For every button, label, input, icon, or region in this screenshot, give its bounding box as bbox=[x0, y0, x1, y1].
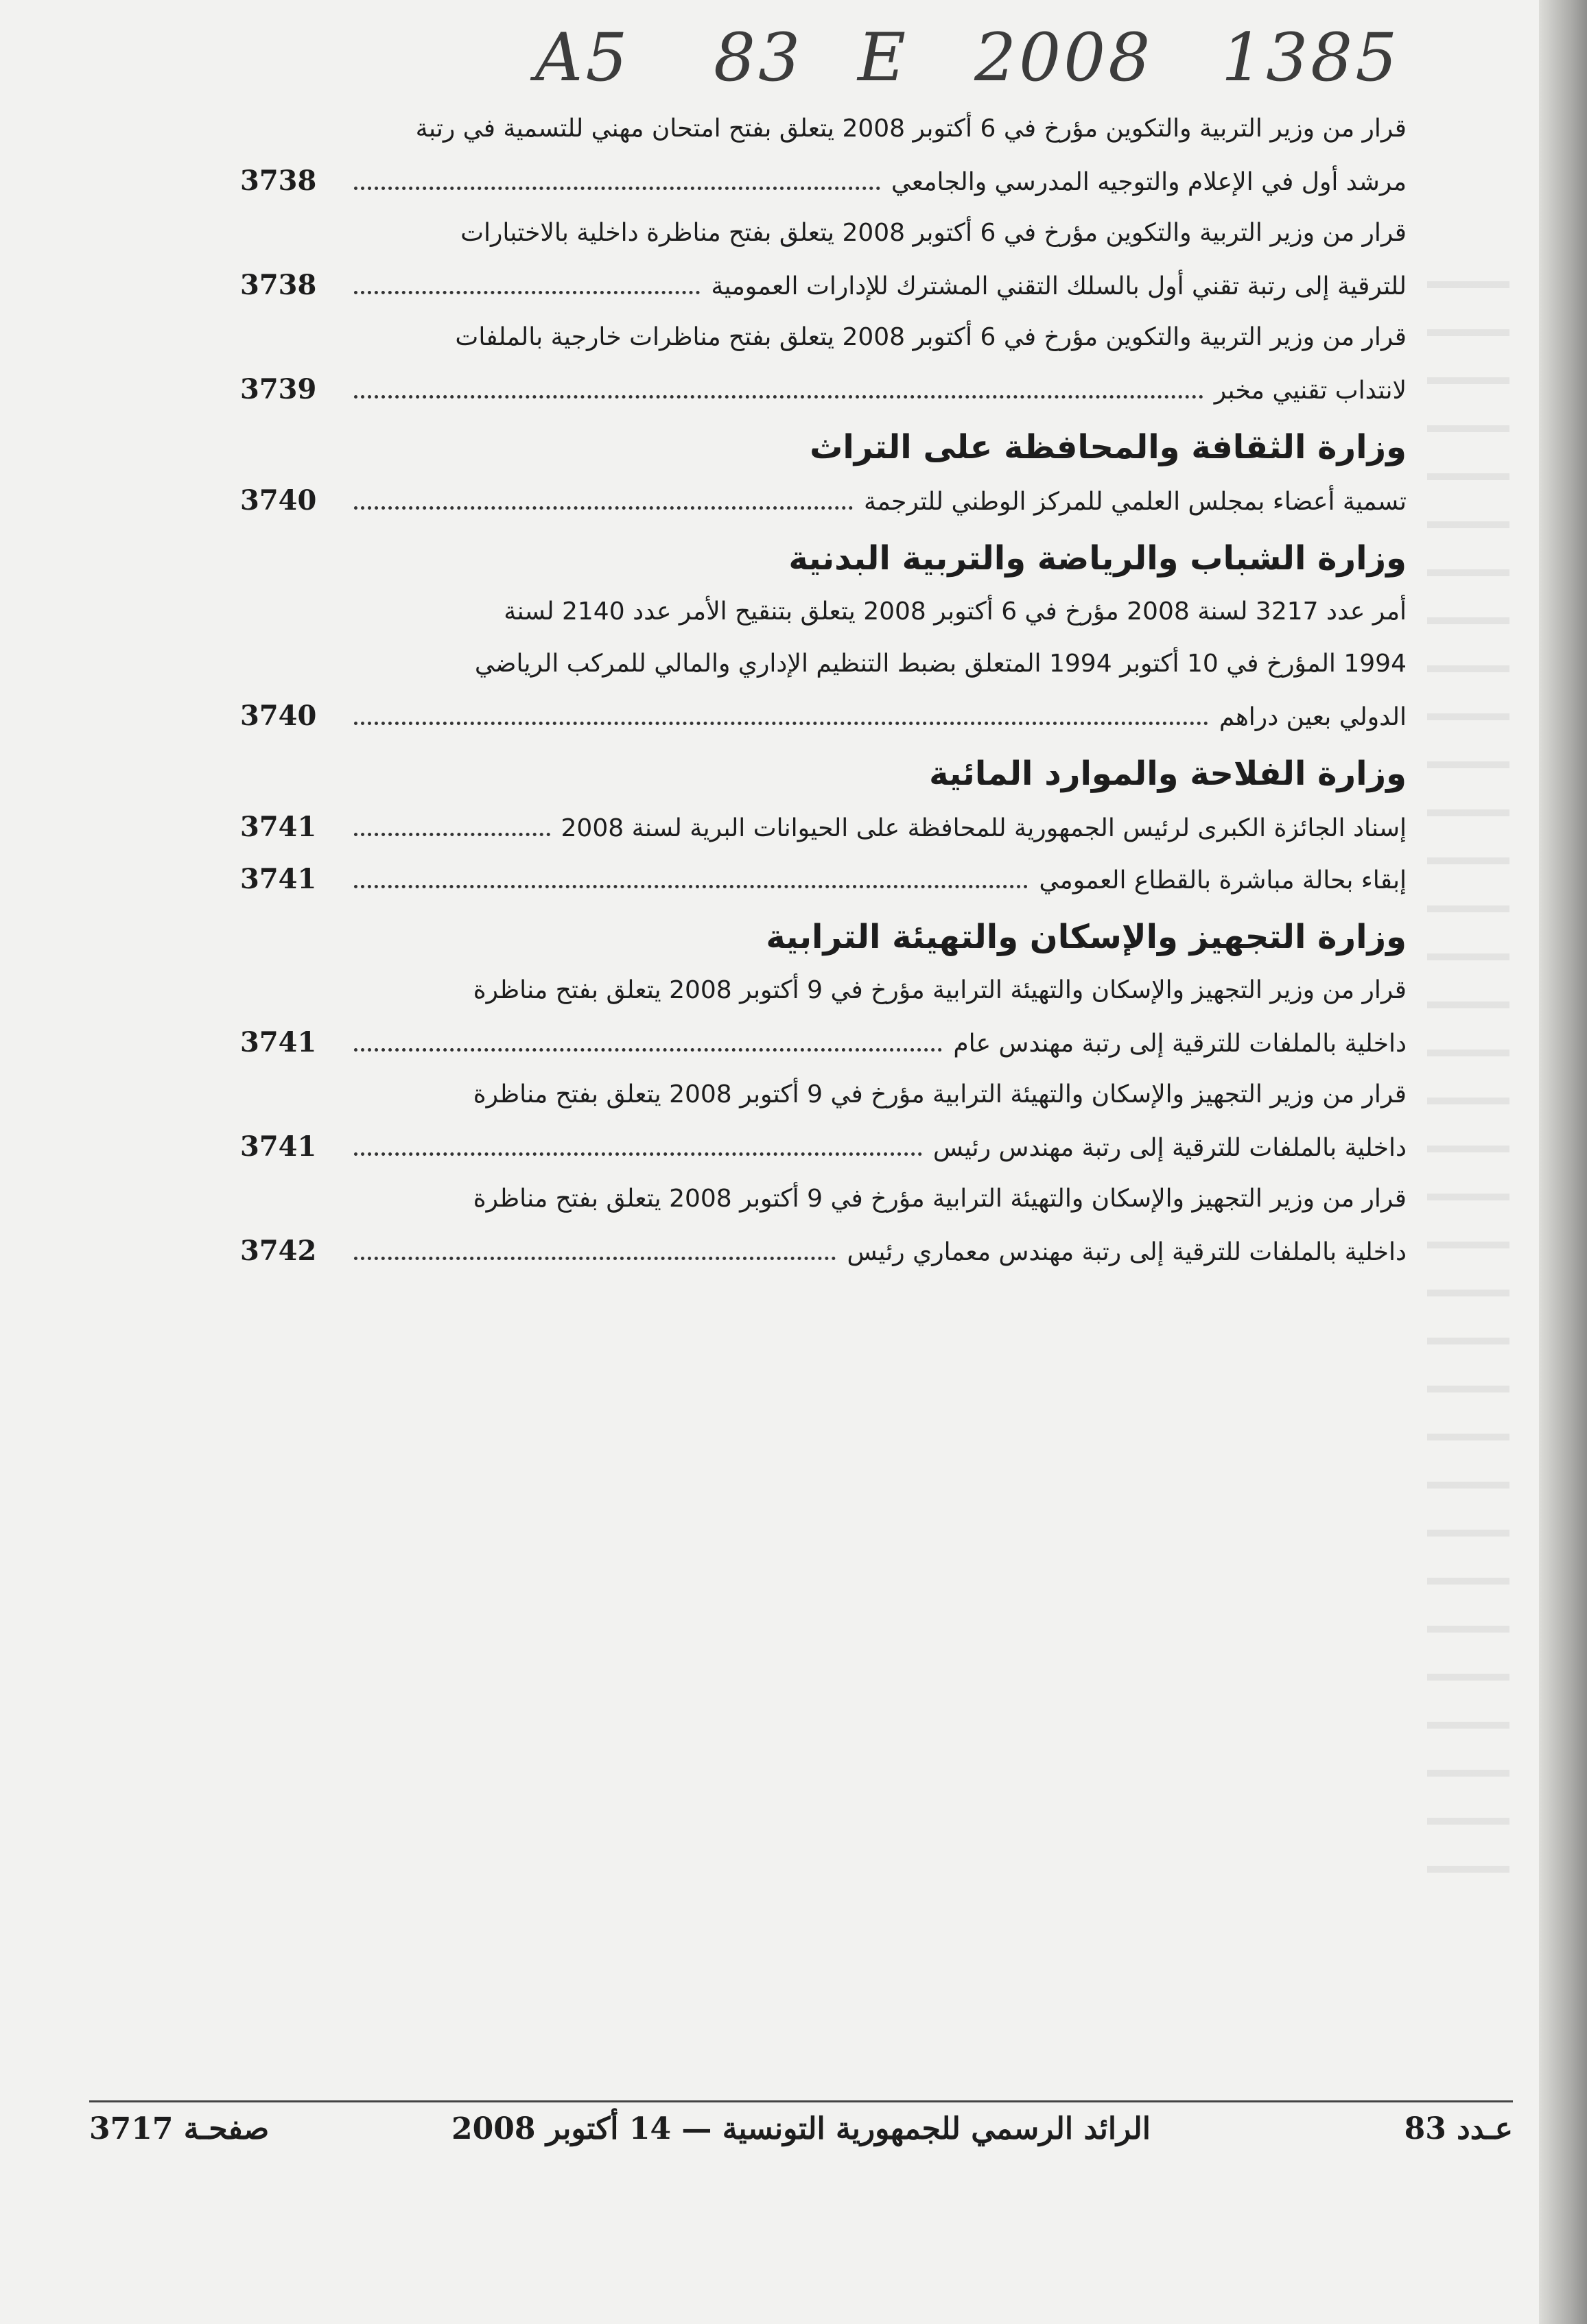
toc-page-number: 3742 bbox=[240, 1235, 317, 1267]
dot-leader bbox=[354, 1257, 836, 1260]
section-heading: وزارة الثقافة والمحافظة على التراث bbox=[810, 428, 1407, 466]
toc-entry-line bbox=[240, 103, 1407, 155]
toc-page-number: 3741 bbox=[240, 1130, 317, 1163]
dot-leader bbox=[354, 885, 1028, 888]
toc-entry-line bbox=[240, 155, 1407, 207]
toc-entry-line bbox=[240, 801, 1407, 853]
toc-entry bbox=[240, 311, 1407, 416]
toc-entry bbox=[240, 586, 1407, 742]
toc-entry-text: قرار من وزير التربية والتكوين مؤرخ في 6 أكتوبر 2008 يتعلق بفتح امتحان مهني للتسمية في رتبة bbox=[415, 115, 1407, 143]
toc-entry-text: قرار من وزير التجهيز والإسكان والتهيئة الترابية مؤرخ في 9 أكتوبر 2008 يتعلق بفتح مناظرة bbox=[473, 1080, 1407, 1108]
toc-entry bbox=[240, 1069, 1407, 1173]
toc-entry-line bbox=[240, 311, 1407, 364]
toc-page-number: 3741 bbox=[240, 811, 317, 843]
toc-page-number: 3738 bbox=[240, 269, 317, 301]
table-of-contents bbox=[240, 103, 1407, 1277]
footer-journal-title: الرائد الرسمي للجمهورية التونسية — 14 أكتوبر 2008 bbox=[451, 2111, 1151, 2146]
footer-issue-number: عـدد 83 bbox=[1404, 2111, 1513, 2146]
footer-divider bbox=[89, 2100, 1513, 2102]
handwritten-year: 2008 bbox=[974, 19, 1153, 96]
dot-leader bbox=[354, 1152, 922, 1156]
toc-entry-text: قرار من وزير التربية والتكوين مؤرخ في 6 أكتوبر 2008 يتعلق بفتح مناظرات خارجية بالملفات bbox=[455, 323, 1407, 351]
dot-leader bbox=[354, 395, 1203, 399]
toc-entry-line bbox=[240, 638, 1407, 690]
handwritten-issue: 83 bbox=[714, 19, 803, 96]
toc-entry-text: أمر عدد 3217 لسنة 2008 مؤرخ في 6 أكتوبر 2008 يتعلق بتنقيح الأمر عدد 2140 لسنة bbox=[504, 597, 1407, 626]
section-heading: وزارة التجهيز والإسكان والتهيئة الترابية bbox=[766, 918, 1407, 956]
toc-entry bbox=[240, 853, 1407, 905]
handwritten-code: A5 bbox=[535, 19, 631, 96]
bleed-through-shadow bbox=[1427, 240, 1509, 1886]
toc-entry-text: داخلية بالملفات للترقية إلى رتبة مهندس رئيس bbox=[932, 1134, 1407, 1162]
toc-entry-line bbox=[240, 364, 1407, 416]
toc-entry-line bbox=[240, 475, 1407, 527]
toc-entry bbox=[240, 964, 1407, 1069]
toc-page-number: 3738 bbox=[240, 165, 317, 197]
toc-entry-text: لانتداب تقنيي مخبر bbox=[1214, 377, 1407, 405]
toc-entry-line bbox=[240, 964, 1407, 1017]
handwritten-number: 1385 bbox=[1221, 19, 1400, 96]
toc-entry-text: قرار من وزير التجهيز والإسكان والتهيئة الترابية مؤرخ في 9 أكتوبر 2008 يتعلق بفتح مناظرة bbox=[473, 976, 1407, 1004]
toc-entry-text: إبقاء بحالة مباشرة بالقطاع العمومي bbox=[1039, 866, 1407, 894]
toc-page-number: 3740 bbox=[240, 484, 317, 517]
toc-entry-line bbox=[240, 207, 1407, 259]
toc-entry-text: مرشد أول في الإعلام والتوجيه المدرسي والجامعي bbox=[891, 168, 1407, 196]
toc-entry-line bbox=[240, 1017, 1407, 1069]
scan-edge bbox=[1539, 0, 1587, 2324]
toc-entry-line bbox=[240, 1225, 1407, 1277]
toc-page-number: 3741 bbox=[240, 1026, 317, 1058]
section-heading: وزارة الفلاحة والموارد المائية bbox=[929, 755, 1407, 793]
toc-entry bbox=[240, 1173, 1407, 1277]
dot-leader bbox=[354, 506, 853, 510]
dot-leader bbox=[354, 291, 700, 294]
toc-entry-line bbox=[240, 853, 1407, 905]
dot-leader bbox=[354, 1048, 942, 1052]
toc-entry-text: إسناد الجائزة الكبرى لرئيس الجمهورية للمحافظة على الحيوانات البرية لسنة 2008 bbox=[561, 814, 1407, 842]
dot-leader bbox=[354, 722, 1208, 725]
dot-leader bbox=[354, 833, 550, 836]
page-footer bbox=[89, 2111, 1513, 2166]
toc-entry bbox=[240, 801, 1407, 853]
toc-entry-text: 1994 المؤرخ في 10 أكتوبر 1994 المتعلق بضبط التنظيم الإداري والمالي للمركب الرياضي bbox=[474, 650, 1407, 678]
toc-entry-line bbox=[240, 1121, 1407, 1173]
section-heading: وزارة الشباب والرياضة والتربية البدنية bbox=[788, 539, 1407, 578]
toc-entry-text: الدولي بعين دراهم bbox=[1219, 703, 1407, 731]
toc-page-number: 3741 bbox=[240, 863, 317, 895]
toc-entry bbox=[240, 207, 1407, 311]
toc-entry-line bbox=[240, 1069, 1407, 1121]
toc-page-number: 3740 bbox=[240, 700, 317, 732]
dot-leader bbox=[354, 187, 880, 190]
toc-entry-line bbox=[240, 1173, 1407, 1225]
toc-entry-line bbox=[240, 259, 1407, 311]
toc-entry-text: قرار من وزير التجهيز والإسكان والتهيئة الترابية مؤرخ في 9 أكتوبر 2008 يتعلق بفتح مناظرة bbox=[473, 1185, 1407, 1213]
toc-page-number: 3739 bbox=[240, 373, 317, 405]
toc-entry-text: للترقية إلى رتبة تقني أول بالسلك التقني المشترك للإدارات العمومية bbox=[711, 272, 1407, 300]
toc-entry-text: تسمية أعضاء بمجلس العلمي للمركز الوطني للترجمة bbox=[864, 488, 1407, 516]
toc-entry-line bbox=[240, 690, 1407, 742]
toc-entry-text: قرار من وزير التربية والتكوين مؤرخ في 6 أكتوبر 2008 يتعلق بفتح مناظرة داخلية بالاختبارات bbox=[460, 219, 1407, 247]
footer-page-number: صفحـة 3717 bbox=[89, 2111, 270, 2146]
toc-entry-text: داخلية بالملفات للترقية إلى رتبة مهندس عام bbox=[953, 1030, 1407, 1058]
handwritten-letter: E bbox=[858, 19, 909, 96]
toc-entry-line bbox=[240, 586, 1407, 638]
toc-entry-text: داخلية بالملفات للترقية إلى رتبة مهندس معماري رئيس bbox=[847, 1238, 1407, 1266]
toc-entry bbox=[240, 103, 1407, 207]
toc-entry bbox=[240, 475, 1407, 527]
